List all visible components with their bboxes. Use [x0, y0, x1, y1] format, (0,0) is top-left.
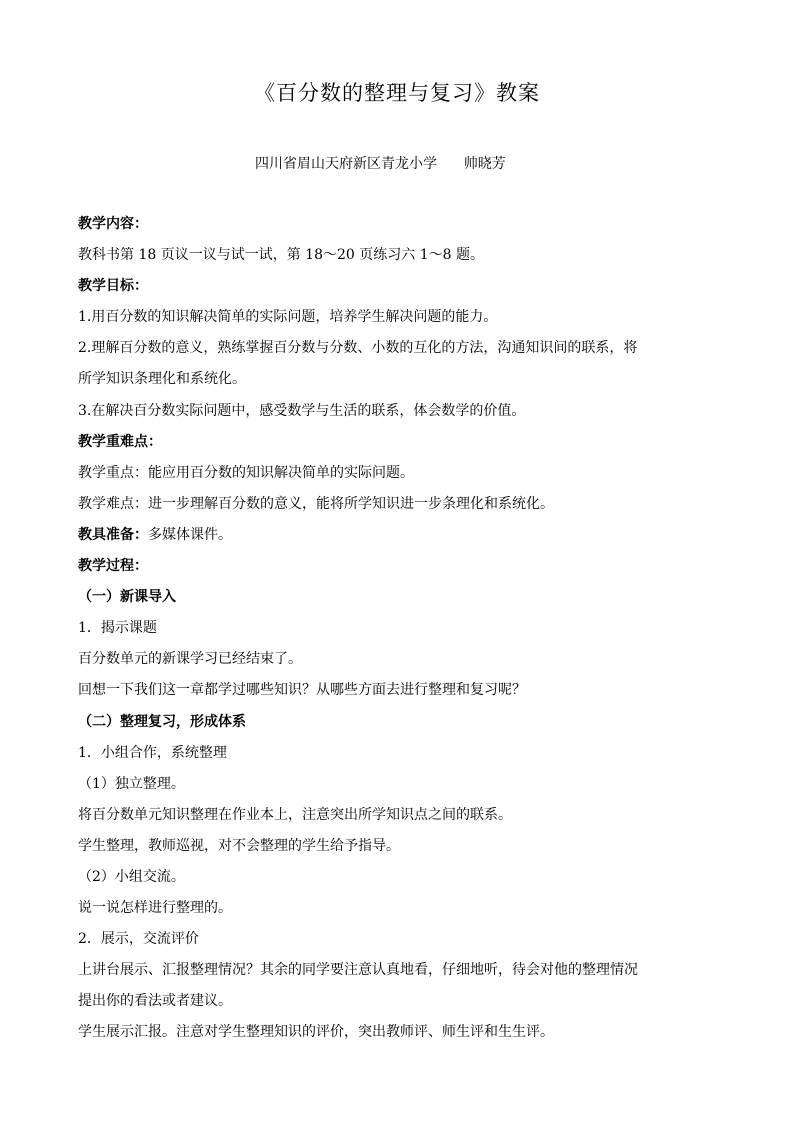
- text-line: [78, 333, 728, 364]
- text-line: [78, 613, 728, 644]
- section-heading: 教学重难点：: [78, 433, 162, 450]
- text-line: [78, 831, 728, 862]
- paragraph-text: 将百分数单元知识整理在作业本上，注意突出所学知识点之间的联系。: [78, 806, 512, 823]
- text-line: [78, 769, 728, 800]
- paragraph-text: 1．揭示课题: [78, 620, 157, 637]
- paragraph-text: 提出你的看法或者建议。: [78, 993, 232, 1010]
- paragraph-text: 说一说怎样进行整理的。: [78, 900, 232, 917]
- section-heading: 教学过程：: [78, 558, 148, 575]
- paragraph-text: 回想一下我们这一章都学过哪些知识？从哪些方面去进行整理和复习呢？: [78, 682, 526, 699]
- text-line: [78, 893, 728, 924]
- text-line: [78, 800, 728, 831]
- text-line: [78, 209, 728, 240]
- section-heading: 教具准备：: [78, 526, 148, 543]
- text-line: [78, 862, 728, 893]
- paragraph-text: 1．小组合作，系统整理: [78, 744, 227, 761]
- section-heading: （一）新课导入: [78, 589, 176, 606]
- document-body: [78, 209, 728, 1049]
- paragraph-text: 上讲台展示、汇报整理情况？其余的同学要注意认真地看，仔细地听，待会对他的整理情况: [78, 962, 638, 979]
- paragraph-text: 3.在解决百分数实际问题中，感受数学与生活的联系，体会数学的价值。: [78, 402, 526, 419]
- text-line: [78, 364, 728, 395]
- paragraph-text: 教学重点：能应用百分数的知识解决简单的实际问题。: [78, 464, 414, 481]
- paragraph-text: 2．展示，交流评价: [78, 931, 199, 948]
- text-line: [78, 302, 728, 333]
- paragraph-text: 百分数单元的新课学习已经结束了。: [78, 651, 302, 668]
- document-author: 四川省眉山天府新区青龙小学 帅晓芳: [255, 156, 506, 172]
- paragraph-text: 学生展示汇报。注意对学生整理知识的评价，突出教师评、师生评和生生评。: [78, 1024, 554, 1041]
- paragraph-text: （1）独立整理。: [78, 775, 185, 792]
- paragraph-text: （2）小组交流。: [78, 868, 185, 885]
- text-line: [78, 738, 728, 769]
- paragraph-text: 学生整理，教师巡视，对不会整理的学生给予指导。: [78, 837, 400, 854]
- text-line: [78, 489, 728, 520]
- text-line: [78, 924, 728, 955]
- text-line: [78, 582, 728, 613]
- text-line: [78, 644, 728, 675]
- text-line: [78, 1017, 728, 1048]
- text-line: [78, 240, 728, 271]
- text-line: [78, 458, 728, 489]
- text-line: [78, 707, 728, 738]
- text-line: [78, 427, 728, 458]
- section-heading: 教学目标：: [78, 278, 148, 295]
- paragraph-text: 多媒体课件。: [148, 526, 232, 543]
- text-line: [78, 675, 728, 706]
- paragraph-text: 教科书第 18 页议一议与试一试，第 18～20 页练习六 1～8 题。: [78, 247, 484, 264]
- text-line: [78, 396, 728, 427]
- text-line: [78, 271, 728, 302]
- paragraph-text: 1.用百分数的知识解决简单的实际问题，培养学生解决问题的能力。: [78, 309, 498, 326]
- paragraph-text: 所学知识条理化和系统化。: [78, 371, 246, 388]
- document-title: 《百分数的整理与复习》教案: [254, 81, 540, 105]
- text-line: [78, 551, 728, 582]
- section-heading: 教学内容：: [78, 216, 148, 232]
- text-line: [78, 955, 728, 986]
- section-heading: （二）整理复习，形成体系: [78, 713, 246, 730]
- text-line: [78, 520, 728, 551]
- text-line: [78, 986, 728, 1017]
- paragraph-text: 2.理解百分数的意义，熟练掌握百分数与分数、小数的互化的方法，沟通知识间的联系，将: [78, 340, 638, 357]
- paragraph-text: 教学难点：进一步理解百分数的意义，能将所学知识进一步条理化和系统化。: [78, 495, 554, 512]
